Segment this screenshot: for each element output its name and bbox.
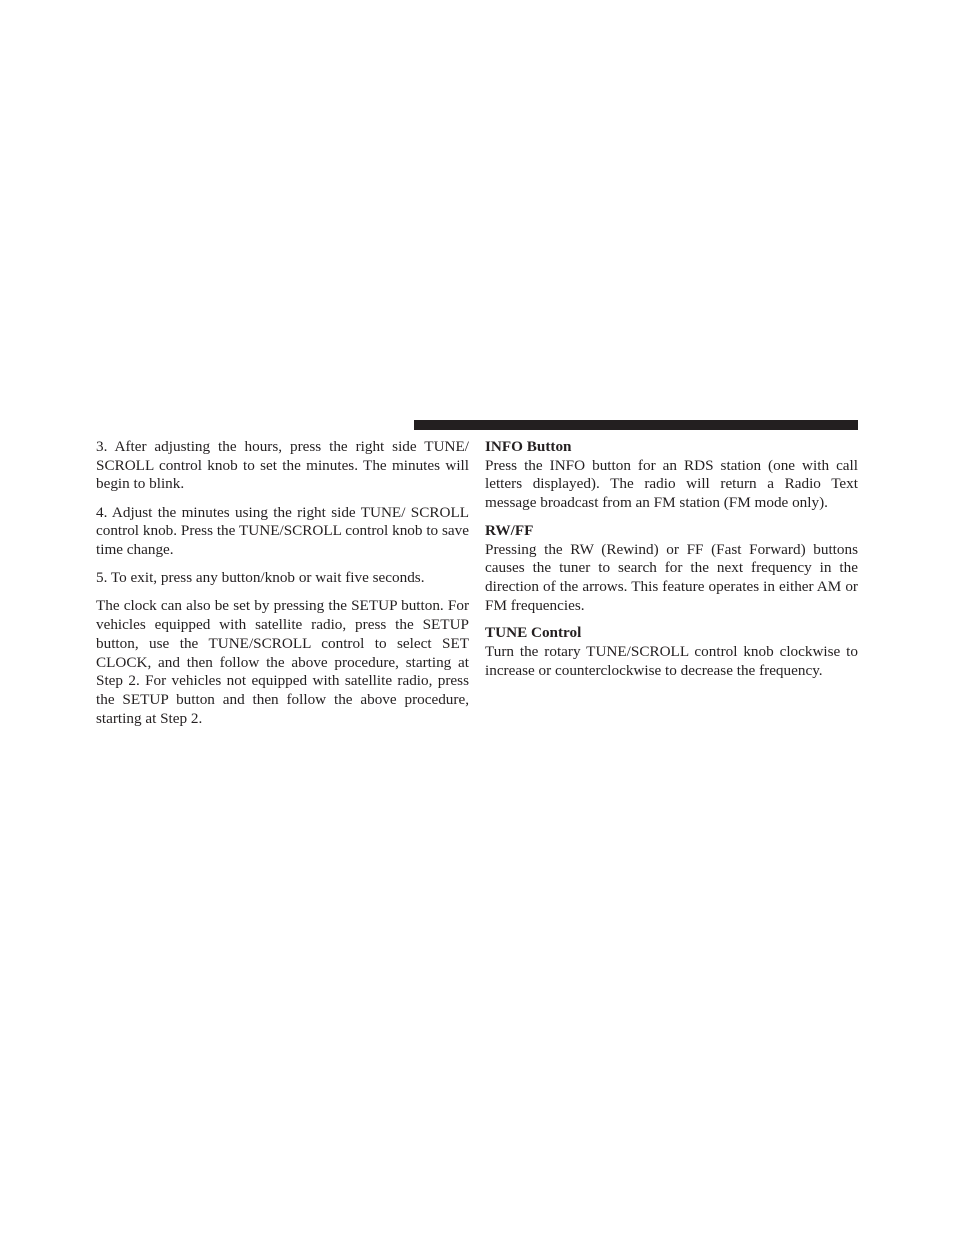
right-column (485, 438, 858, 689)
info-button-body: Press the INFO button for an RDS station (one with call letters displayed). The radio will return a Radio Text message broadcast from an FM station (FM mode only). (485, 456, 858, 512)
tune-control-body: Turn the rotary TUNE/SCROLL control knob clockwise to increase or counterclockwise to decrease the frequency. (485, 643, 858, 679)
rw-ff-heading: RW/FF (485, 521, 534, 539)
step-4-paragraph: 4. Adjust the minutes using the right side TUNE/ SCROLL control knob. Press the TUNE/SCROLL control knob to save time change. (96, 503, 469, 559)
step-3-paragraph: 3. After adjusting the hours, press the right side TUNE/ SCROLL control knob to set the minutes. The minutes will begin to blink. (96, 438, 469, 493)
rw-ff-section (485, 522, 858, 616)
rw-ff-body: Pressing the RW (Rewind) or FF (Fast Forward) buttons causes the tuner to search for the next frequency in the direction of the arrows. This feature operates in either AM or FM frequencies. (485, 540, 858, 614)
left-column (96, 438, 469, 738)
tune-control-heading: TUNE Control (485, 624, 582, 642)
step-5-paragraph: 5. To exit, press any button/knob or wait five seconds. (96, 569, 425, 587)
header-bar (414, 420, 858, 430)
info-button-section (485, 438, 858, 513)
tune-control-section (485, 624, 858, 680)
setup-clock-paragraph: The clock can also be set by pressing the SETUP button. For vehicles equipped with satellite radio, press the SETUP button, use the TUNE/SCROLL control to select SET CLOCK, and then follow the above procedure, starting at Step 2. For vehicles not equipped with satellite radio, press the SETUP button and then follow the above procedure, starting at Step 2. (96, 597, 469, 727)
info-button-heading: INFO Button (485, 438, 572, 455)
